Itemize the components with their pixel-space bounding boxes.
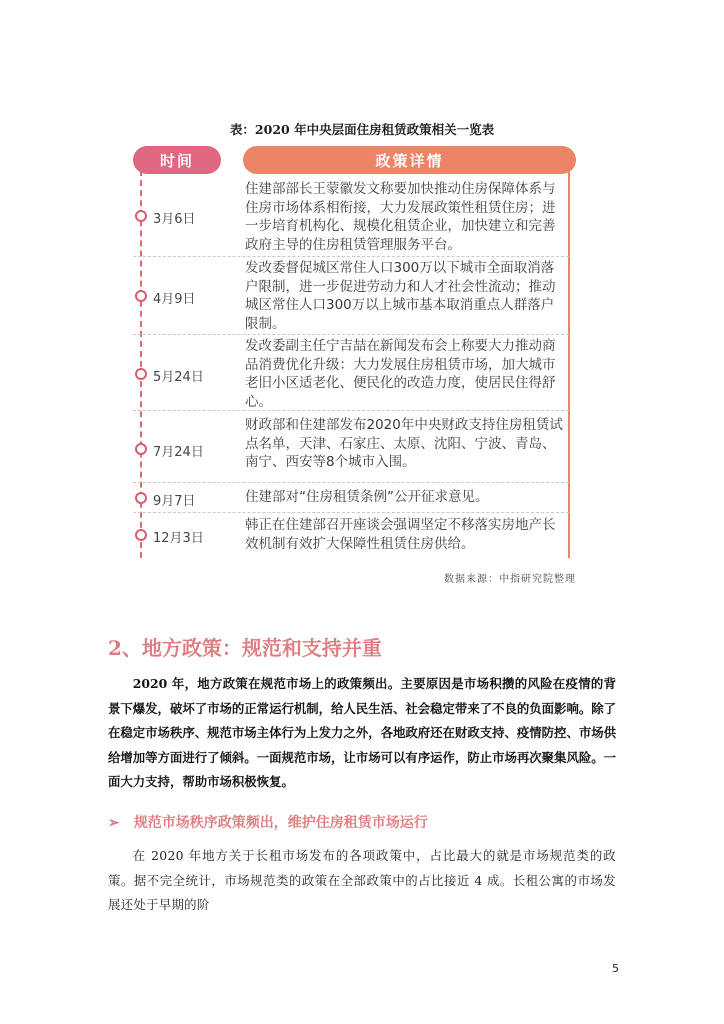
timeline-dot-icon	[135, 368, 147, 380]
header-time: 时间	[133, 146, 221, 174]
page-number: 5	[612, 962, 619, 975]
table-caption: 表：2020 年中央层面住房租赁政策相关一览表	[229, 122, 495, 137]
row-date: 7月24日	[153, 445, 204, 460]
row-date: 3月6日	[153, 212, 196, 227]
row-detail: 发改委副主任宁吉喆在新闻发布会上称要大力推动商品消费优化升级：大力发展住房租赁市场，加大城市老旧小区适老化、便民化的改造力度，使居民住得舒心。	[245, 338, 556, 410]
table-row	[133, 512, 569, 558]
row-date: 5月24日	[153, 370, 204, 385]
table-row	[133, 482, 569, 513]
row-detail: 发改委督促城区常住人口300万以下城市全面取消落户限制，进一步促进劳动力和人才社会性流动；推动城区常住人口300万以上城市基本取消重点人群落户限制。	[245, 260, 556, 332]
row-detail: 住建部部长王蒙徽发文称要加快推动住房保障体系与住房市场体系相衔接，大力发展政策性租赁住房；进一步培育机构化、规模化租赁企业，加快建立和完善政府主导的住房租赁管理服务平台。	[245, 181, 556, 253]
table-row	[133, 410, 569, 483]
row-detail: 住建部对“住房租赁条例”公开征求意见。	[245, 489, 489, 505]
data-source: 数据来源：中指研究院整理	[444, 574, 576, 585]
timeline-dot-icon	[135, 290, 147, 302]
arrow-bullet-icon: ➢	[108, 815, 120, 831]
row-date: 12月3日	[153, 531, 204, 546]
subheading	[108, 812, 428, 832]
timeline-dot-icon	[135, 492, 147, 504]
row-detail: 财政部和住建部发布2020年中央财政支持住房租赁试点名单，天津、石家庄、太原、沈阳、宁波、青岛、南宁、西安等8个城市入围。	[245, 417, 563, 470]
timeline-dot-icon	[135, 529, 147, 541]
paragraph-1: 2020 年，地方政策在规范市场上的政策频出。主要原因是市场积攒的风险在疫情的背景下爆发，破坏了市场的正常运行机制，给人民生活、社会稳定带来了不良的负面影响。除了在稳定市场秩序、规范市场主体行为上发力之外，各地政府还在财政支持、疫情防控、市场供给增加等方面进行了倾斜。一面规范市场，让市场可以有序运作，防止市场再次聚集风险。一面大力支持，帮助市场积极恢复。	[108, 676, 617, 789]
table-row	[133, 178, 569, 257]
row-date: 9月7日	[153, 494, 196, 509]
timeline-dot-icon	[135, 210, 147, 222]
paragraph-2: 在 2020 年地方关于长租市场发布的各项政策中，占比最大的就是市场规范类的政策。据不完全统计，市场规范类的政策在全部政策中的占比接近 4 成。长租公寓的市场发展还处于早期的阶	[108, 848, 616, 912]
row-detail: 韩正在住建部召开座谈会强调坚定不移落实房地产长效机制有效扩大保障性租赁住房供给。	[245, 517, 556, 552]
table-row	[133, 256, 569, 335]
header-detail: 政策详情	[243, 146, 576, 174]
table-row	[133, 334, 569, 411]
timeline-dot-icon	[135, 443, 147, 455]
policy-table	[133, 146, 576, 560]
subheading-text: 规范市场秩序政策频出，维护住房租赁市场运行	[133, 815, 428, 831]
section-title: 2、地方政策：规范和支持并重	[108, 636, 382, 660]
row-date: 4月9日	[153, 292, 196, 307]
